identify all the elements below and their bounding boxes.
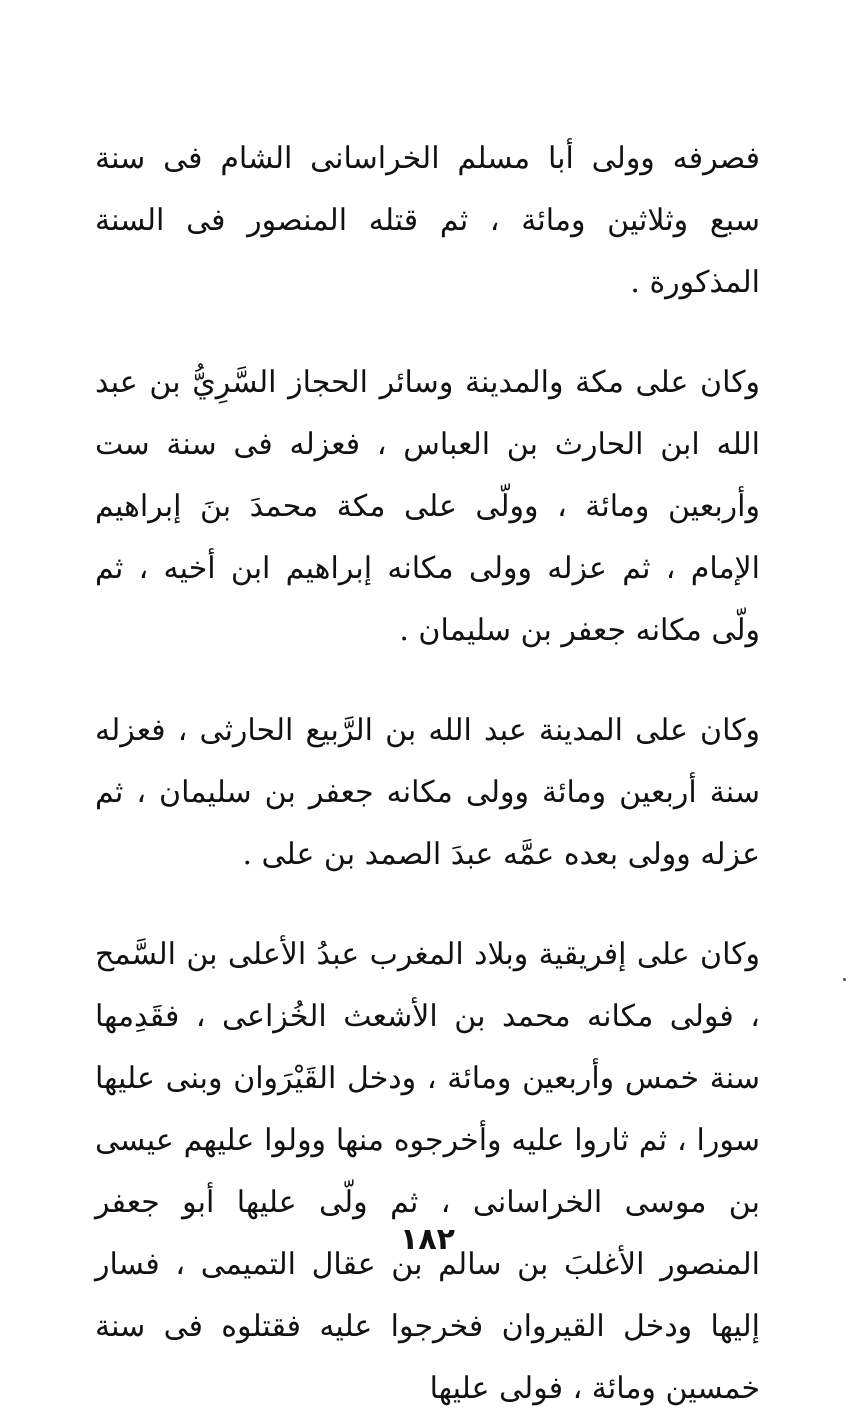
page-number: ١٨٢ bbox=[400, 1222, 455, 1257]
scan-speck bbox=[843, 978, 846, 981]
paragraph-2: وكان على مكة والمدينة وسائر الحجاز السَّرِيُّ بن عبد الله ابن الحارث بن العباس ، فعزله فى سنة ست وأربعين ومائة ، وولّى على مكة محمدَ بنَ إبراهيم الإمام ، ثم عزله وولى مكانه إبراهيم ابن أخيه ، ثم ولّى مكانه جعفر بن سليمان . bbox=[95, 365, 760, 648]
paragraph-4: وكان على إفريقية وبلاد المغرب عبدُ الأعلى بن السَّمح ، فولى مكانه محمد بن الأشعث الخُزاعى ، فقَدِمها سنة خمس وأربعين ومائة ، ودخل القَيْرَوان وبنى عليها سورا ، ثم ثاروا عليه وأخرجوه منها وولوا عليهم عيسى بن موسى الخراسانى ، ثم ولّى عليها أبو جعفر المنصور الأغلبَ بن سالم بن عقال التميمى ، فسار إليها ودخل القيروان فخرجوا عليه فقتلوه فى سنة خمسين ومائة ، فولى عليها bbox=[95, 937, 760, 1406]
paragraph-3: وكان على المدينة عبد الله بن الرَّبيع الحارثى ، فعزله سنة أربعين ومائة وولى مكانه جعفر بن سليمان ، ثم عزله وولى بعده عمَّه عبدَ الصمد بن على . bbox=[95, 713, 760, 872]
paragraph-1: فصرفه وولى أبا مسلم الخراسانى الشام فى سنة سبع وثلاثين ومائة ، ثم قتله المنصور فى السنة المذكورة . bbox=[95, 141, 760, 300]
